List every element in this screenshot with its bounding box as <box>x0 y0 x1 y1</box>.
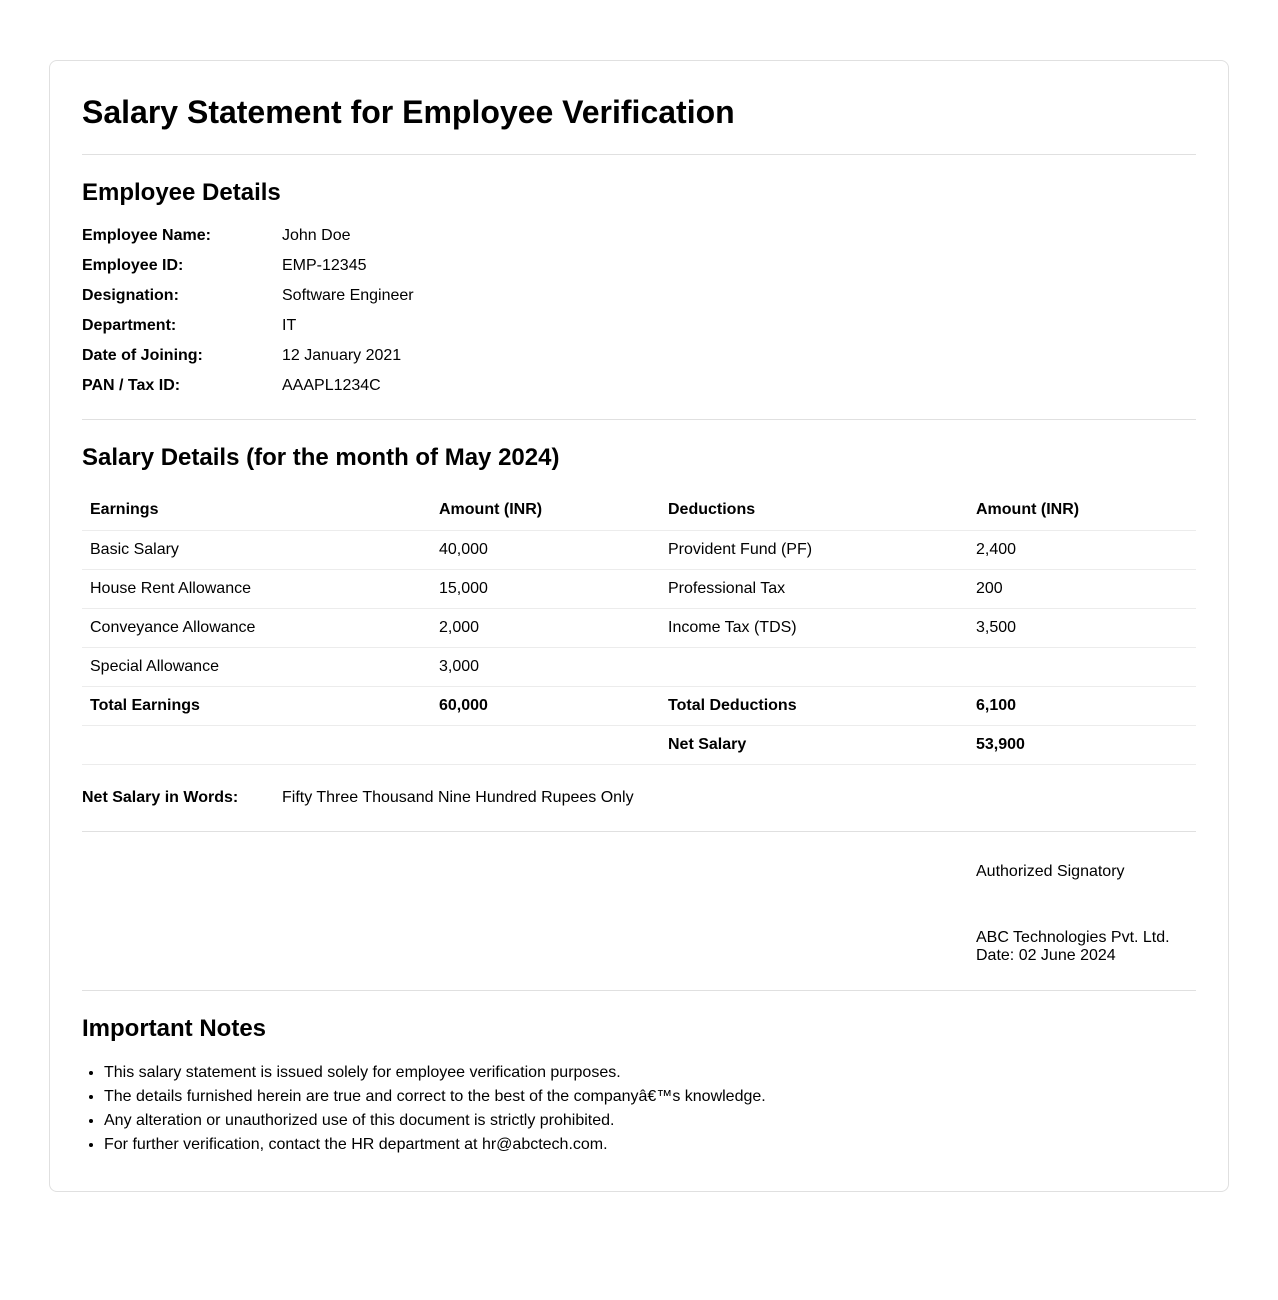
authorized-signatory: Authorized Signatory <box>976 863 1125 880</box>
list-item: • The details furnished herein are true and correct to the best of the companyâ€™s knowledge. <box>104 1085 766 1109</box>
important-notes-heading: Important Notes <box>82 1015 267 1042</box>
info-value: 12 January 2021 <box>282 347 402 364</box>
table-header-row <box>82 491 1196 530</box>
earning-amount: 3,000 <box>431 647 660 686</box>
signature-date: Date: 02 June 2024 <box>976 947 1116 964</box>
total-earnings-label: Total Earnings <box>82 686 431 725</box>
deduction-amount: 3,500 <box>968 608 1196 647</box>
info-value: AAAPL1234C <box>282 377 381 394</box>
net-salary-words-label: Net Salary in Words: <box>82 789 239 806</box>
net-salary-amount: 53,900 <box>968 725 1196 764</box>
net-salary-words-value: Fifty Three Thousand Nine Hundred Rupees Only <box>282 789 634 806</box>
deductions-header: Deductions <box>660 491 968 530</box>
list-item: • This salary statement is issued solely for employee verification purposes. <box>104 1061 766 1085</box>
table-row <box>82 530 1196 569</box>
total-earnings-amount: 60,000 <box>431 686 660 725</box>
table-row <box>82 647 1196 686</box>
company-name: ABC Technologies Pvt. Ltd. <box>976 929 1170 946</box>
deduction-amount: 200 <box>968 569 1196 608</box>
divider <box>82 419 1196 420</box>
info-label: Department: <box>82 317 177 334</box>
salary-details-heading: Salary Details (for the month of May 2024) <box>82 444 560 471</box>
earning-amount: 40,000 <box>431 530 660 569</box>
earning-amount: 15,000 <box>431 569 660 608</box>
divider <box>82 831 1196 832</box>
earning-name: Basic Salary <box>82 530 431 569</box>
info-value: EMP-12345 <box>282 257 367 274</box>
net-salary-row <box>82 725 1196 764</box>
info-label: Employee Name: <box>82 227 211 244</box>
table-row <box>82 608 1196 647</box>
list-item: • Any alteration or unauthorized use of this document is strictly prohibited. <box>104 1109 766 1133</box>
empty-cell <box>82 725 431 764</box>
deduction-amount <box>968 647 1196 686</box>
deduction-name: Provident Fund (PF) <box>660 530 968 569</box>
earnings-amount-header: Amount (INR) <box>431 491 660 530</box>
info-value: John Doe <box>282 227 351 244</box>
total-deductions-label: Total Deductions <box>660 686 968 725</box>
info-value: IT <box>282 317 297 334</box>
total-deductions-amount: 6,100 <box>968 686 1196 725</box>
deductions-amount-header: Amount (INR) <box>968 491 1196 530</box>
statement-card <box>49 60 1229 1192</box>
info-value: Software Engineer <box>282 287 414 304</box>
salary-table <box>82 491 1196 765</box>
earning-name: House Rent Allowance <box>82 569 431 608</box>
table-row <box>82 569 1196 608</box>
deduction-name <box>660 647 968 686</box>
earnings-header: Earnings <box>82 491 431 530</box>
deduction-name: Income Tax (TDS) <box>660 608 968 647</box>
info-label: Date of Joining: <box>82 347 203 364</box>
totals-row <box>82 686 1196 725</box>
list-item: • For further verification, contact the HR department at hr@abctech.com. <box>104 1133 766 1157</box>
info-label: PAN / Tax ID: <box>82 377 181 394</box>
page-title: Salary Statement for Employee Verification <box>82 94 735 130</box>
earning-name: Conveyance Allowance <box>82 608 431 647</box>
divider <box>82 154 1196 155</box>
earning-amount: 2,000 <box>431 608 660 647</box>
info-label: Employee ID: <box>82 257 184 274</box>
deduction-name: Professional Tax <box>660 569 968 608</box>
divider <box>82 990 1196 991</box>
notes-list <box>82 1061 766 1157</box>
empty-cell <box>431 725 660 764</box>
net-salary-label: Net Salary <box>660 725 968 764</box>
info-label: Designation: <box>82 287 179 304</box>
deduction-amount: 2,400 <box>968 530 1196 569</box>
employee-details-heading: Employee Details <box>82 179 281 206</box>
earning-name: Special Allowance <box>82 647 431 686</box>
